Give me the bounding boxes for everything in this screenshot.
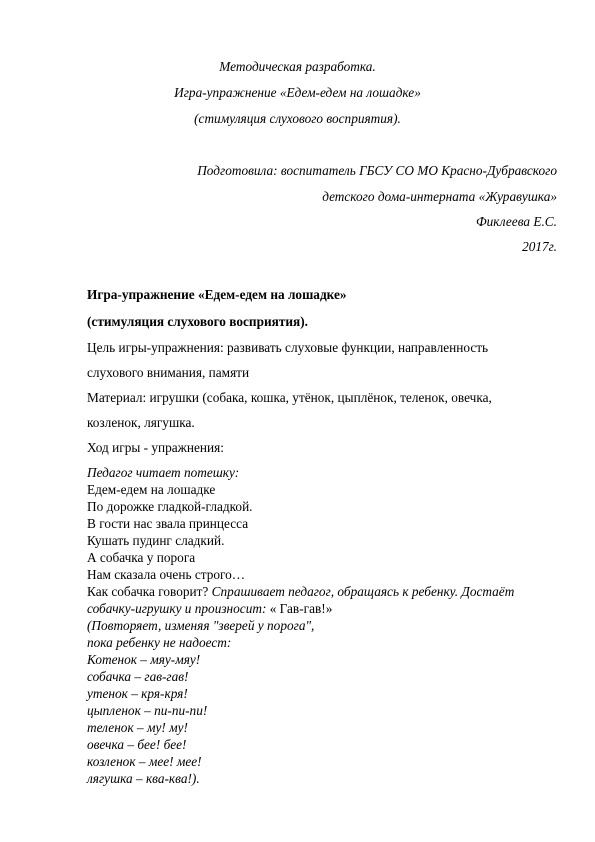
author-line-1: Подготовила: воспитатель ГБСУ СО МО Красно-Дубравского (197, 163, 557, 178)
body-title-1: Игра-упражнение «Едем-едем на лошадке» (87, 287, 347, 302)
material-line-1: Материал: игрушки (собака, кошка, утёнок, цыплёнок, теленок, овечка, (87, 390, 492, 405)
sound-line: козленок – мее! мее! (87, 754, 202, 769)
author-name: Фиклеева Е.С. (475, 214, 557, 229)
question-plain: Как собачка говорит? (87, 584, 212, 599)
sound-line: теленок – му! му! (87, 720, 188, 735)
sound-line: утенок – кря-кря! (87, 686, 188, 701)
repeat-line-2: пока ребенку не надоест: (87, 635, 232, 650)
goal-line-1: Цель игры-упражнения: развивать слуховые функции, направленность (87, 340, 489, 355)
repeat-line-1: (Повторяет, изменяя "зверей у порога", (87, 618, 315, 633)
header-line-1: Методическая разработка. (219, 59, 376, 74)
toy-line (87, 601, 332, 617)
toy-plain: « Гав-гав!» (269, 601, 333, 616)
poem-line: Нам сказала очень строго… (87, 567, 246, 582)
year: 2017г. (522, 239, 557, 254)
question-italic: Спрашивает педагог, обращаясь к ребенку. Достаёт (211, 584, 515, 599)
header-line-3: (стимуляция слухового восприятия). (194, 111, 401, 126)
sound-line: собачка – гав-гав! (87, 669, 189, 684)
poem-line: Едем-едем на лошадке (87, 482, 216, 497)
question-line (87, 584, 514, 600)
teacher-reads: Педагог читает потешку: (87, 465, 240, 480)
toy-italic: собачку-игрушку и произносит: (87, 601, 270, 616)
course-heading: Ход игры - упражнения: (87, 440, 224, 455)
goal-line-2: слухового внимания, памяти (87, 365, 250, 380)
poem-line: А собачка у порога (87, 550, 196, 565)
sound-line: Котенок – мяу-мяу! (87, 652, 201, 667)
body-title-2: (стимуляция слухового восприятия). (87, 314, 308, 329)
material-line-2: козленок, лягушка. (87, 415, 195, 430)
header-line-2: Игра-упражнение «Едем-едем на лошадке» (174, 85, 421, 100)
poem-line: Кушать пудинг сладкий. (87, 533, 225, 548)
sound-line: лягушка – ква-ква!). (87, 771, 200, 786)
author-line-2: детского дома-интерната «Журавушка» (322, 189, 557, 204)
sound-line: овечка – бее! бее! (87, 737, 187, 752)
poem-line: В гости нас звала принцесса (87, 516, 249, 531)
poem-line: По дорожке гладкой-гладкой. (87, 499, 253, 514)
sound-line: цыпленок – пи-пи-пи! (87, 703, 208, 718)
